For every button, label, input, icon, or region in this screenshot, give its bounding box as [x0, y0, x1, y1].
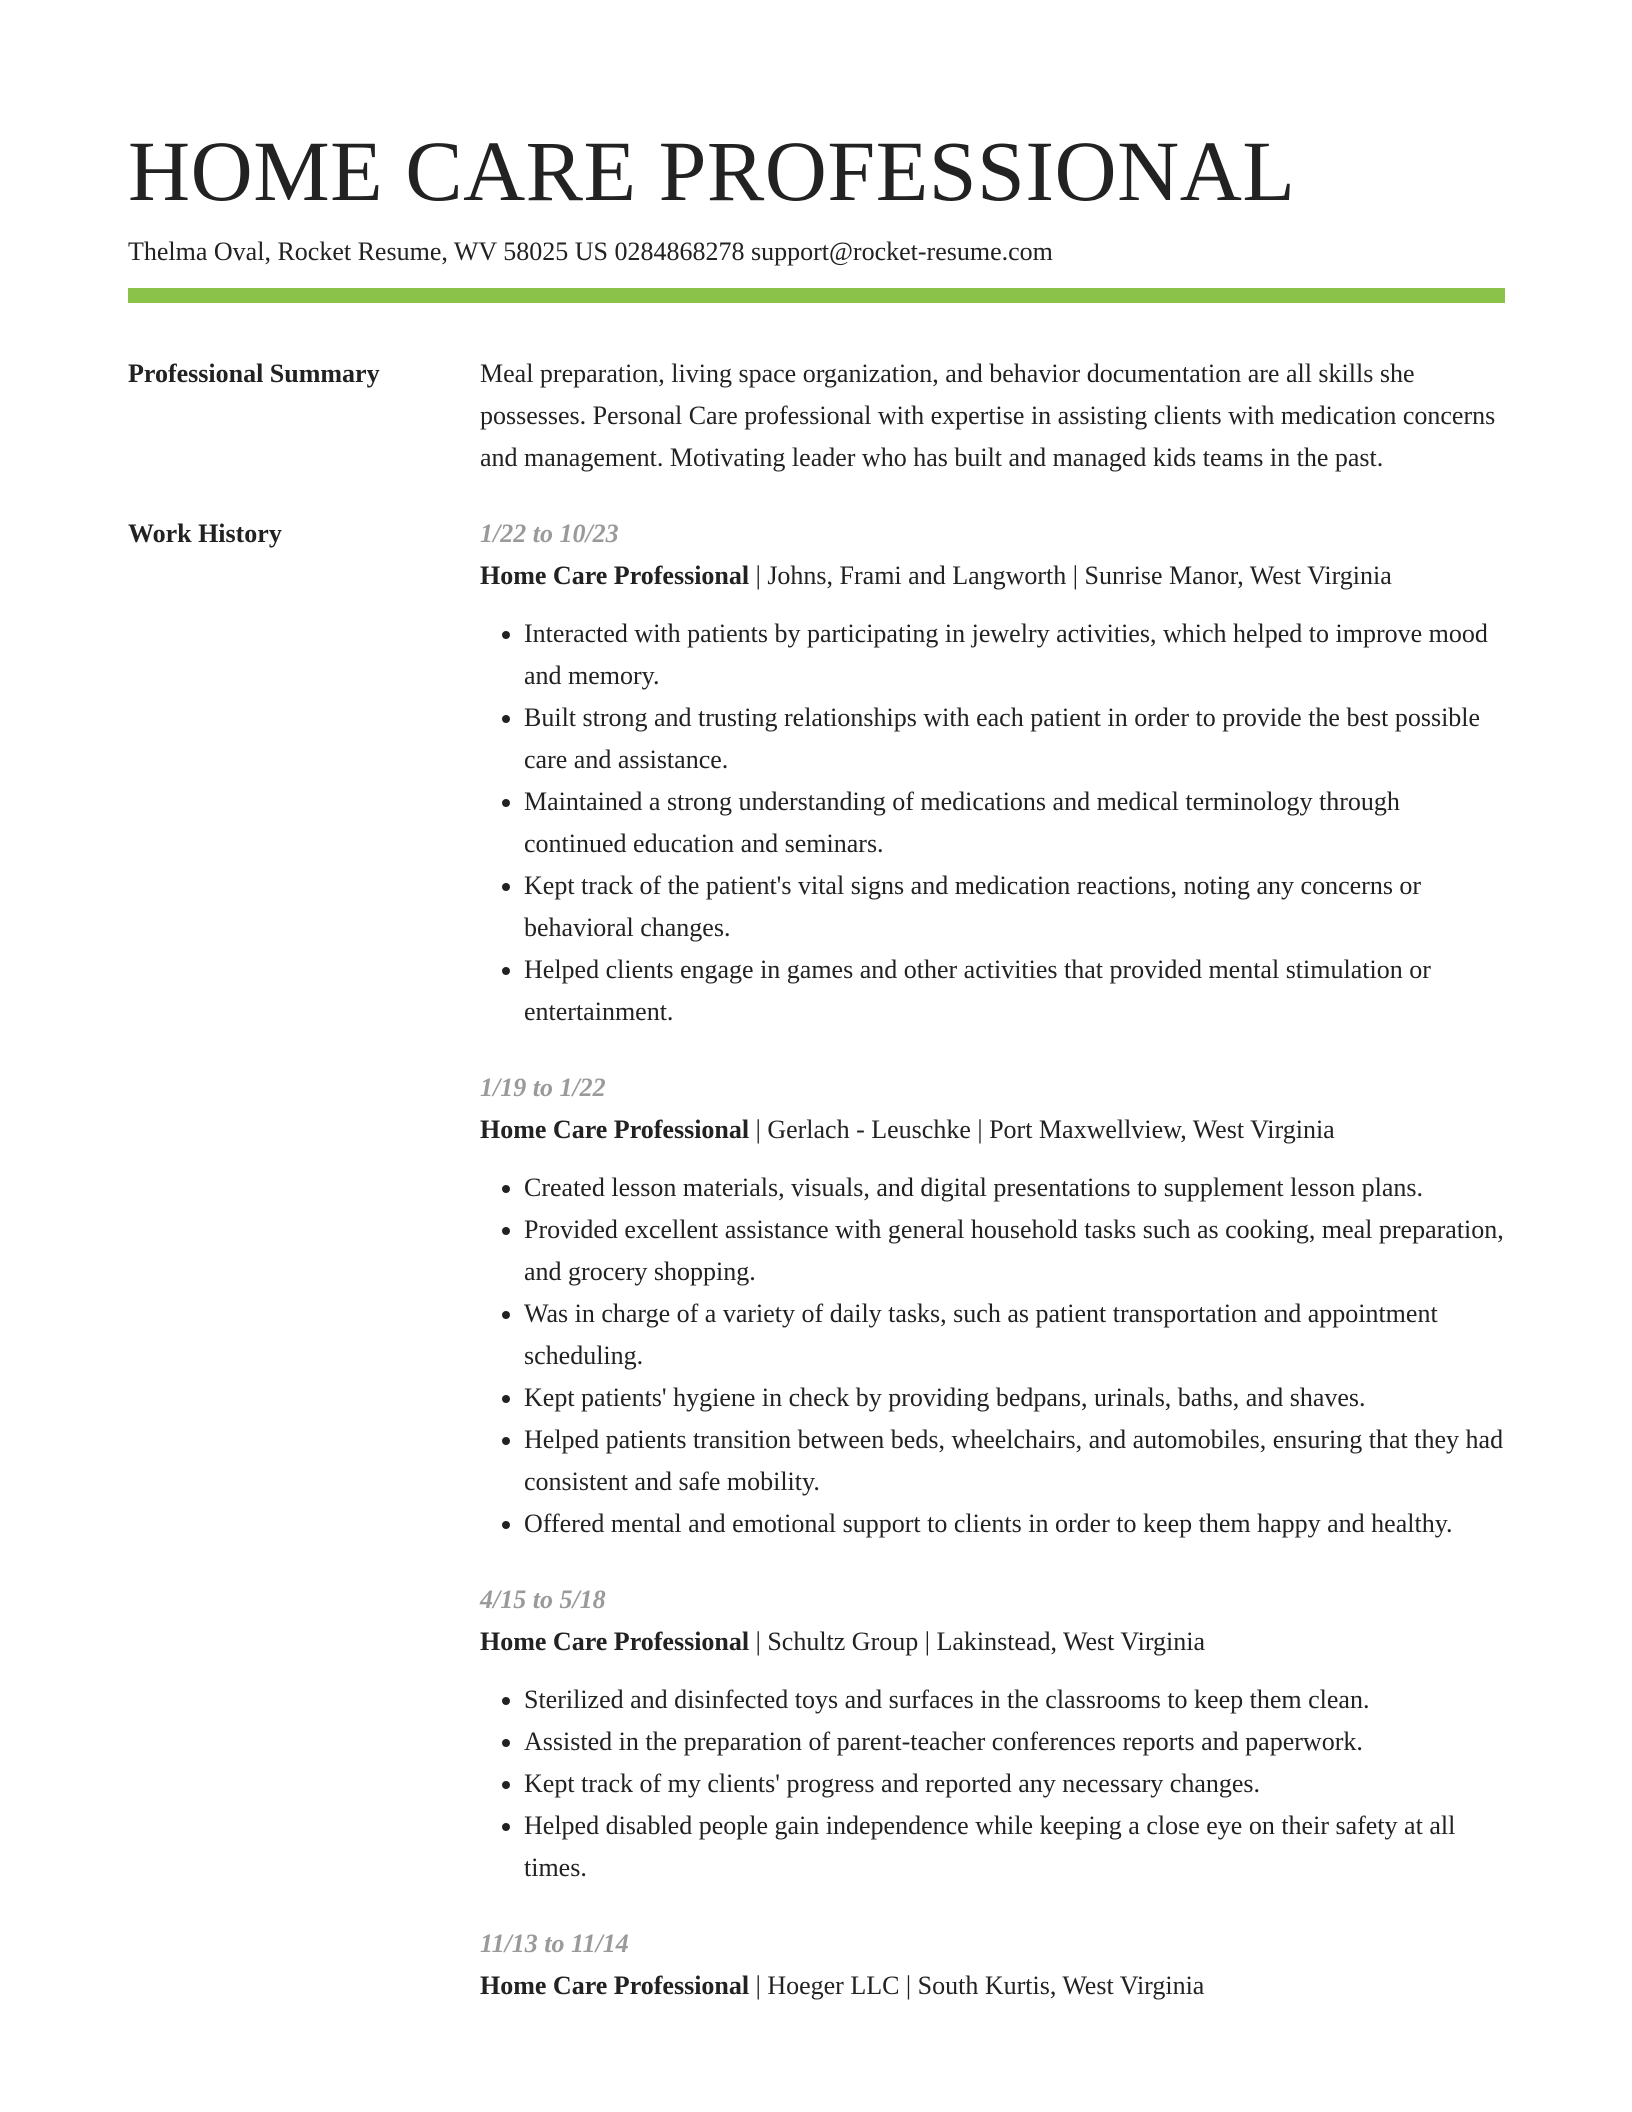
job-duty-item: • Helped disabled people gain independence while keeping a close eye on their safety at all times. — [524, 1805, 1505, 1889]
job-entry — [480, 513, 1505, 1033]
job-duty-item: • Helped clients engage in games and other activities that provided mental stimulation or entertainment. — [524, 949, 1505, 1033]
contact-line: Thelma Oval, Rocket Resume, WV 58025 US 0284868278 support@rocket-resume.com — [128, 237, 1053, 266]
job-entry — [480, 1923, 1505, 2007]
job-duty-item: • Offered mental and emotional support to clients in order to keep them happy and healthy. — [524, 1503, 1505, 1545]
summary-section-title: Professional Summary — [128, 359, 380, 388]
job-heading-line — [480, 1965, 1505, 2007]
work-history-section — [128, 513, 1505, 2041]
work-history-list — [480, 513, 1505, 2041]
job-duties-list — [480, 613, 1505, 1033]
job-dates: 1/22 to 10/23 — [480, 519, 619, 548]
job-duty-item: • Was in charge of a variety of daily tasks, such as patient transportation and appointment scheduling. — [524, 1293, 1505, 1377]
job-heading-line — [480, 1621, 1505, 1663]
summary-text: Meal preparation, living space organization, and behavior documentation are all skills she possesses. Personal Care professional with expertise in assisting clients with medication concerns and management. Motivating leader who has built and managed kids teams in the past. — [480, 359, 1496, 472]
job-heading-line — [480, 1109, 1505, 1151]
summary-section — [128, 353, 1505, 479]
job-duty-item: • Kept patients' hygiene in check by providing bedpans, urinals, baths, and shaves. — [524, 1377, 1505, 1419]
job-duties-list — [480, 1679, 1505, 1889]
job-title: Home Care Professional — [480, 1627, 750, 1656]
job-duty-item: • Provided excellent assistance with general household tasks such as cooking, meal preparation, and grocery shopping. — [524, 1209, 1505, 1293]
job-title: Home Care Professional — [480, 1115, 750, 1144]
job-title: Home Care Professional — [480, 561, 750, 590]
job-duties-list — [480, 1167, 1505, 1545]
job-duty-item: • Helped patients transition between beds, wheelchairs, and automobiles, ensuring that they had consistent and safe mobility. — [524, 1419, 1505, 1503]
job-dates: 1/19 to 1/22 — [480, 1073, 606, 1102]
job-duty-item: • Interacted with patients by participating in jewelry activities, which helped to improve mood and memory. — [524, 613, 1505, 697]
accent-divider — [128, 288, 1505, 303]
work-history-section-title: Work History — [128, 519, 282, 548]
resume-name-heading: HOME CARE PROFESSIONAL — [128, 123, 1296, 219]
resume-page — [128, 118, 1505, 2041]
job-heading-line — [480, 555, 1505, 597]
job-title: Home Care Professional — [480, 1971, 750, 2000]
job-dates: 11/13 to 11/14 — [480, 1929, 629, 1958]
summary-section-body — [480, 353, 1505, 479]
job-employer-location: | Johns, Frami and Langworth | Sunrise Manor, West Virginia — [749, 561, 1392, 590]
job-duty-item: • Kept track of the patient's vital signs and medication reactions, noting any concerns or behavioral changes. — [524, 865, 1505, 949]
job-employer-location: | Schultz Group | Lakinstead, West Virginia — [749, 1627, 1206, 1656]
job-duty-item: • Assisted in the preparation of parent-teacher conferences reports and paperwork. — [524, 1721, 1505, 1763]
job-employer-location: | Gerlach - Leuschke | Port Maxwellview, West Virginia — [749, 1115, 1335, 1144]
job-duty-item: • Maintained a strong understanding of medications and medical terminology through continued education and seminars. — [524, 781, 1505, 865]
job-duty-item: • Sterilized and disinfected toys and surfaces in the classrooms to keep them clean. — [524, 1679, 1505, 1721]
job-entry — [480, 1067, 1505, 1545]
job-employer-location: | Hoeger LLC | South Kurtis, West Virginia — [749, 1971, 1205, 2000]
job-duty-item: • Created lesson materials, visuals, and digital presentations to supplement lesson plans. — [524, 1167, 1505, 1209]
job-duty-item: • Built strong and trusting relationships with each patient in order to provide the best possible care and assistance. — [524, 697, 1505, 781]
job-duty-item: • Kept track of my clients' progress and reported any necessary changes. — [524, 1763, 1505, 1805]
job-entry — [480, 1579, 1505, 1889]
job-dates: 4/15 to 5/18 — [480, 1585, 606, 1614]
